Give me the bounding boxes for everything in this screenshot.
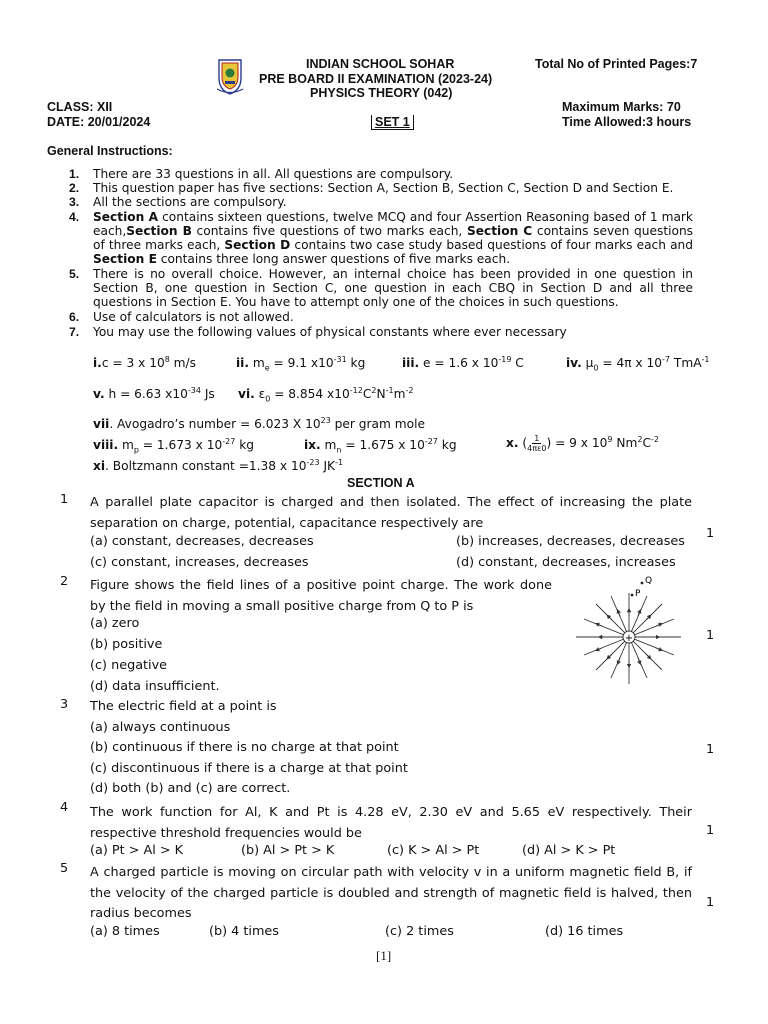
q5-option-c: (c) 2 times bbox=[385, 924, 454, 939]
instruction-7: You may use the following values of physical constants where ever necessary bbox=[93, 325, 567, 339]
constant-mn: ix. $m_n = 1.675$ x $10^{-27}$ kg bbox=[304, 436, 457, 455]
instruction-5: There is no overall choice. However, an internal choice has been provided in one question in Section B, one question in Section C, one question in each CBQ in Section D and all three questions in Section E. You have to attempt only one of the choices in such questions. bbox=[93, 267, 693, 309]
constant-avogadro: vii. Avogadro’s number = 6.023 X $10^{23}$ per gram mole bbox=[93, 415, 425, 431]
q5-option-b: (b) 4 times bbox=[209, 924, 279, 939]
field-lines-figure bbox=[574, 574, 684, 690]
constant-coulomb: x. ( $\frac{1}{4\pi\varepsilon 0}$ ) = 9 x $10^9$ $Nm^2C^{-2}$ bbox=[506, 434, 659, 453]
instr-num: 5. bbox=[69, 267, 80, 281]
q3-option-c: (c) discontinuous if there is a charge at that point bbox=[90, 761, 408, 776]
label-q: Q bbox=[645, 576, 653, 586]
instruction-3: All the sections are compulsory. bbox=[93, 195, 287, 209]
instr-num: 3. bbox=[69, 195, 80, 209]
instruction-6: Use of calculators is not allowed. bbox=[93, 310, 294, 324]
question-number: 2 bbox=[60, 574, 69, 589]
question-5-text: A charged particle is moving on circular path with velocity v in a uniform magnetic field B, if the velocity of the charged particle is doubled and strength of magnetic field is halved, then radius becomes bbox=[90, 865, 692, 921]
q4-marks: 1 bbox=[706, 823, 715, 838]
instr-num: 6. bbox=[69, 310, 80, 324]
constant-me: ii. $m_e = 9.1$ $x10^{-31}$ kg bbox=[236, 354, 366, 373]
q1-option-a: (a) constant, decreases, decreases bbox=[90, 534, 314, 549]
q2-option-a: (a) zero bbox=[90, 616, 140, 631]
constant-c: i.c = 3 x $10^8$ m/s bbox=[93, 354, 196, 370]
field-line bbox=[629, 604, 662, 637]
instr-num: 2. bbox=[69, 181, 80, 195]
subject-title: PHYSICS THEORY (042) bbox=[310, 86, 453, 100]
constant-h: v. h = 6.63 $x10^{-34}$ Js bbox=[93, 385, 215, 401]
instr-num: 1. bbox=[69, 167, 80, 181]
constant-mp: viii. $m_p = 1.673$ x $10^{-27}$ kg bbox=[93, 436, 255, 455]
constant-mu0: iv. $\mu_0 = 4\pi$ x $10^{-7}$ TmA$^{-1}$ bbox=[566, 354, 710, 373]
question-number: 1 bbox=[60, 492, 69, 507]
question-number: 5 bbox=[60, 861, 69, 876]
class-label: CLASS: XII bbox=[47, 100, 113, 114]
charge-sign: + bbox=[624, 633, 634, 644]
q4-option-d: (d) Al > K > Pt bbox=[522, 843, 616, 858]
set-label: SET 1 bbox=[371, 115, 414, 130]
q5-marks: 1 bbox=[706, 895, 715, 910]
question-3-text: The electric field at a point is bbox=[90, 699, 277, 714]
q2-marks: 1 bbox=[706, 628, 715, 643]
question-number: 4 bbox=[60, 800, 69, 815]
q4-option-a: (a) Pt > Al > K bbox=[90, 843, 184, 858]
q5-option-d: (d) 16 times bbox=[545, 924, 624, 939]
q2-option-b: (b) positive bbox=[90, 637, 163, 652]
max-marks: Maximum Marks: 70 bbox=[562, 100, 681, 114]
question-4-text: The work function for Al, K and Pt is 4.28 eV, 2.30 eV and 5.65 eV respectively. Their respective threshold frequencies would be bbox=[90, 805, 692, 841]
section-a-heading: SECTION A bbox=[347, 476, 415, 490]
instruction-4: Section A contains sixteen questions, twelve MCQ and four Assertion Reasoning based of 1 mark each,Section B contains five questions of two marks each, Section C contains seven questions of three marks each, Section D contains two case study based questions of four marks each and Section E contains three long answer questions of five marks each. bbox=[93, 210, 694, 266]
instruction-2: This question paper has five sections: Section A, Section B, Section C, Section D and Section E. bbox=[93, 181, 674, 195]
q1-option-c: (c) constant, increases, decreases bbox=[90, 555, 309, 570]
point-p bbox=[631, 594, 634, 597]
instructions-heading: General Instructions: bbox=[47, 144, 173, 158]
field-line bbox=[629, 637, 662, 670]
exam-date: DATE: 20/01/2024 bbox=[47, 115, 151, 129]
q2-option-c: (c) negative bbox=[90, 658, 168, 673]
q3-option-a: (a) always continuous bbox=[90, 720, 231, 735]
point-q bbox=[641, 582, 644, 585]
question-number: 3 bbox=[60, 697, 69, 712]
question-2-text: Figure shows the field lines of a positive point charge. The work done by the field in moving a small positive charge from Q to P is bbox=[90, 578, 552, 614]
school-logo bbox=[216, 56, 244, 96]
q5-option-a: (a) 8 times bbox=[90, 924, 160, 939]
time-allowed: Time Allowed:3 hours bbox=[562, 115, 692, 129]
exam-title: PRE BOARD II EXAMINATION (2023-24) bbox=[259, 72, 493, 86]
school-name: INDIAN SCHOOL SOHAR bbox=[306, 57, 455, 71]
instruction-1: There are 33 questions in all. All questions are compulsory. bbox=[93, 167, 454, 181]
q3-marks: 1 bbox=[706, 742, 715, 757]
constant-boltzmann: xi. Boltzmann constant =1.38 x $10^{-23}$ $JK^{-1}$ bbox=[93, 457, 344, 473]
total-pages: Total No of Printed Pages:7 bbox=[535, 57, 698, 71]
question-1-text: A parallel plate capacitor is charged and then isolated. The effect of increasing the plate separation on charge, potential, capacitance respectively are bbox=[90, 495, 692, 531]
label-p: P bbox=[635, 589, 641, 599]
instr-num: 7. bbox=[69, 325, 80, 339]
q3-option-b: (b) continuous if there is no charge at that point bbox=[90, 740, 399, 755]
q1-option-d: (d) constant, decreases, increases bbox=[456, 555, 676, 570]
constant-e: iii. e = 1.6 x $10^{-19}$ C bbox=[402, 354, 524, 370]
q4-option-b: (b) Al > Pt > K bbox=[241, 843, 335, 858]
q4-option-c: (c) K > Al > Pt bbox=[387, 843, 480, 858]
instr-num: 4. bbox=[69, 210, 80, 224]
q1-option-b: (b) increases, decreases, decreases bbox=[456, 534, 685, 549]
q2-option-d: (d) data insufficient. bbox=[90, 679, 220, 694]
q1-marks: 1 bbox=[706, 526, 715, 541]
page-number: [1] bbox=[376, 948, 392, 963]
q3-option-d: (d) both (b) and (c) are correct. bbox=[90, 781, 291, 796]
constant-eps0: vi. $\varepsilon_0 = 8.854$ $x10^{-12}C^2N^{-1}m^{-2}$ bbox=[238, 385, 414, 404]
